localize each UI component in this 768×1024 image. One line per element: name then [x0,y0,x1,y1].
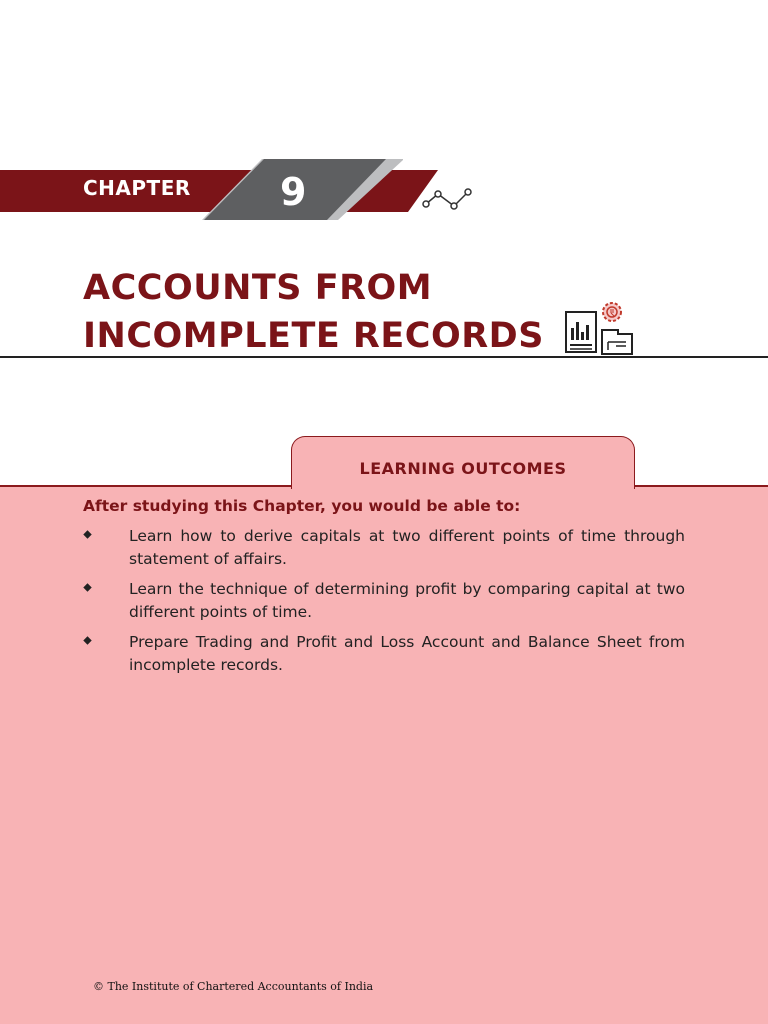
diamond-bullet-icon [83,636,91,644]
learning-outcomes-tab [291,436,635,489]
panel-top-border-left [0,485,292,487]
outcome-text: Learn the technique of determining profit by comparing capital at two different points of time. [129,580,685,621]
outcome-text: Prepare Trading and Profit and Loss Account and Balance Sheet from incomplete records. [129,633,685,674]
outcome-text: Learn how to derive capitals at two different points of time through statement of affairs. [129,527,685,568]
chapter-title [83,264,544,360]
title-divider [0,356,768,358]
diamond-bullet-icon [83,583,91,591]
copyright-footer: © The Institute of Chartered Accountants of India [93,980,374,993]
learning-intro: After studying this Chapter, you would be able to: [83,497,521,515]
panel-top-border-right [633,485,768,487]
diamond-bullet-icon [83,530,91,538]
list-item [83,631,685,677]
learning-outcomes-list [83,525,685,684]
line-trend-icon [418,184,474,212]
records-chart-gear-icon [560,298,636,358]
chapter-label: CHAPTER [83,176,191,200]
list-item [83,525,685,571]
chapter-number: 9 [280,170,307,214]
chapter-title-line1: ACCOUNTS FROM [83,268,433,308]
learning-outcomes-heading: LEARNING OUTCOMES [359,459,567,478]
chapter-title-line2: INCOMPLETE RECORDS [83,316,544,356]
list-item [83,578,685,624]
